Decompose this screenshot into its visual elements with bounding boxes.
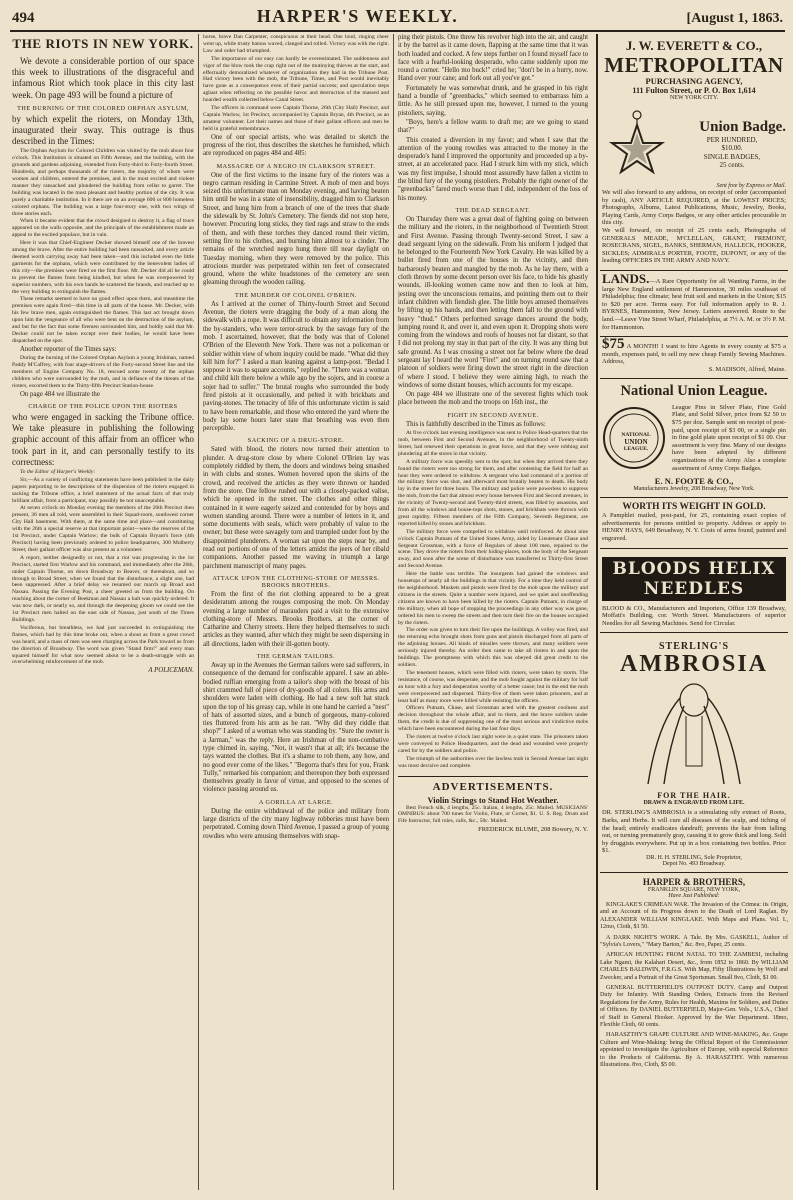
subheading: ATTACK UPON THE CLOTHING-STORE OF MESSRS. BROOKS BROTHERS. (212, 574, 380, 589)
paragraph: who were engaged in sacking the Tribune office. We take pleasure in publishing the following graphic account of this affair from an officer who took part in it, and can personally testify to its correctness: (12, 411, 194, 467)
paragraph: At five o'clock last evening intelligence was sent to Police Head-quarters that the mob, between First and Second Avenues, in the neighborhood of Twenty-ninth Street, had renewed their operations in great force, and that they were robbing and plundering all the stores in that vicinity. (398, 430, 588, 457)
paragraph: The rioters at twelve o'clock last night were in a quiet state. The prisoners taken were conveyed to Police Headquarters, and the dead and wounded were properly cared for by the soldiers and police. (398, 734, 588, 754)
paragraph: Here it was that Chief-Engineer Decker showed himself one of the bravest among the brave. After the entire building had been ransacked, and every article deemed worth carrying away had been taken—and this included even the little garments for the orphans, which were contributed by the benevolent ladies of this city—the premises were fired on the first floor. Mr. Decker did all he could to prevent the flames from being kindled, but when he was overpowered by superior numbers, with his own hands he scattered the brands, and reached up to the very building to extinguish the flames. (12, 240, 194, 295)
ad-address: Manufacturers Jewelry, 208 Broadway, New York. (633, 486, 755, 493)
paragraph: One of the first victims to the insane fury of the rioters was a negro carman residing in Carmine Street. A mob of men and boys seized this unfortunate man on Monday evening, and having beaten him until he was in a state of insensibility, dragged him to Clarkson Street, and hung him from a branch of one of the trees that shade the sidewalk by St. John's Cemetery. The fiends did not stop here, however. Procuring long sticks, they tied rags and straw to the ends of them, and with these torches they danced round their victim, setting fire to his clothes, and burning him almost to a cinder. The remains of the wretched negro hung there till near daylight on Tuesday morning, when they were removed by the police. This atrocious murder was perpetrated within ten feet of consecrated ground, where the white headstones of the cemetery are seen gleaming through the wooden railing. (203, 171, 389, 287)
paragraph: The importance of our easy can hardly be overestimated. The suddenness and vigor of the blow took the crap right out of the mutinying thieves at the start, and effectually demoralized whatever of organization they had in the Tribune Post. Had victory been with the mob, the Tribune, Times, and Post would inevitably have gone as a consequence even of their partial success; and speculation steps aghast when reflecting on the possible havoc and destruction of the massed and hoarded wealth collected below Canal Street. (203, 55, 389, 104)
column-rule (393, 34, 394, 1190)
ad-text: We will also forward to any address, on receipt of order (accompanied by cash), ANY ARTICLE REQUIRED, at the LOWEST PRICES; Photographs, Albums, Latest Publications, Music, Jewelry, Books, Playing Cards, Army Corps Badges, or any other articles procurable in this city. (602, 189, 786, 227)
ad-caption: DRAWN & ENGRAVED FROM LIFE. (643, 800, 745, 807)
paragraph: A report, neither designedly or not, that a riot was progressing in the 1st Precinct, started first Warlow and his command, and immediately after the 26th, under Captain Thorne, on down Broadway to Beaver, or thereabout, and so through to Broad Street, when we found that the disturbance, a slight one, had been suppressed. After a brief delay we resumed our march up Broad and Nassau. Passing the Evening Post, a cheer greeted us from the building. On reaching about the corner of Beekman and Nassau a halt was quickly ordered. It was now dark, or nearly so, and through the deepening gloom we could see the 1st Precinct men halted on the east side of Nassau, just south of the Times Buildings. (12, 554, 194, 623)
column-rule (596, 34, 598, 1190)
ad-city: NEW YORK CITY. (669, 95, 719, 101)
subheading: SACKING OF A DRUG-STORE. (247, 437, 345, 445)
column-ads (600, 34, 788, 1194)
paragraph: This created a diversion in my favor; and when I saw that the attention of the young rowdies was attracted to the money in the desperado's hand I improved the opportunity and proceeded up a by-street, at an accelerated pace. Had I struck him with my stick, which was my first impulse, I should most assuredly have fallen a victim to the blind fury of the young pistoliers. Probably the right owner of the "greenbacks" fared much worse than I did, independent of the loss of his money. (398, 136, 588, 202)
paragraph: ping their pistols. One threw his revolver high into the air, and caught it by the barrel as it came down, flapping at the same time that it was both loaded and cocked. A few steps further on I found myself face to face with a fearful-looking desperado, who came suddenly upon me round a corner. "Hello mo buck!" cried he; "don't be in a hurry, now. Hand over your cane; and fork out all you've got." (398, 34, 588, 83)
ad-address: 111 Fulton Street, or P. O. Box 1,614 (632, 86, 756, 95)
paragraph: During the burning of the Colored Orphan Asylum a young Irishman, named Paddy M'Caffrey, with four stage-drivers of the Forty-second Street line and the members of Engine Company No. 18, rescued some twenty of the orphan children who were surrounded by the mob, and in defiance of the threats of the rioters, escorted them to the Thirty-fifth Precinct Station-house. (12, 355, 194, 389)
page-number: 494 (12, 10, 35, 26)
signature: A POLICEMAN. (148, 667, 194, 675)
subheading: THE BURNING OF THE COLORED ORPHAN ASYLUM, (17, 104, 189, 112)
ad-text: DR. STERLING'S AMBROSIA is a stimulating oily extract of Roots, Barks, and Herbs. It will cure all diseases of the scalp, and itching of the head; entirely eradicates dandruff; prevents the hair from falling out, or turning prematurely gray, causing it to grow thick and long. Sold by druggists everywhere. Put up in a box containing two bottles. Price $1. (602, 809, 786, 855)
paragraph: This is faithfully described in the Times as follows: (406, 420, 546, 428)
ad-text: BLOOD & CO., Manufacturers and Importers, Office 139 Broadway, Moffatt's Building, cor. Worth Street. Manufacturers of superior Needles for all Sewing Machines. Send for Circular. (602, 604, 786, 627)
ad-headline: WORTH ITS WEIGHT IN GOLD. (622, 502, 766, 513)
ad-helix-needles (600, 549, 788, 634)
subheading: A GORILLA AT LARGE. (258, 798, 334, 806)
ad-company-name: J. W. EVERETT & CO., (625, 38, 763, 53)
paragraph: The tenement houses, which were filled with rioters, were taken by storm. The resistance, of course, was desperate, and the mob fought against the military for half an hour with a fury and desperation worthy of a better cause; but in the end the mob were overpowered and dispersed. Thirty-five of them were taken prisoners, and at least half as many more were killed while resisting the officers. (398, 669, 588, 704)
paragraph: As I arrived at the corner of Thirty-fourth Street and Second Avenue, the rioters were dragging the body of a man along the sidewalk with a rope. It was difficult to obtain any information from the by-standers, who were terror-struck by the savage fury of the mob. I ascertained, however, that the body was that of Colonel O'Brien of the Eleventh New York. There was not a policeman or soldier within view of whom inquiry could be made. "What did they kill him for?" I asked a man leaning against a lamp-post. "Bedad I suppose it was to square accounts," replied he. "There was a woman and child kilt there below a while ago by the sojers, and in coorse a sojer had to suffer." The brutal roughs who surrounded the body fired pistols at it occasionally, and pelted it with brickbats and paving-stones. The tenacity of life of this unfortunate victim is said to have been remarkable, and those who entered the yard where the body lay some hours later state that breathing was even then perceptible. (203, 300, 389, 433)
seal-text: LEAGUE. (623, 446, 649, 453)
paragraph: During the entire withdrawal of the police and military from large districts of the city many highway robberies must have been perpetrated. Coming down Third Avenue, I passed a group of young rowdies who were amusing themselves with snap- (203, 807, 389, 840)
ad-ambrosia (600, 637, 788, 873)
ad-company-name: HARPER & BROTHERS, (642, 876, 746, 887)
paragraph: When it became evident that the crowd designed to destroy it, a flag of truce appeared on the walls opposite, and the principals of the establishment made an appeal to the excited populace, but in vain. (12, 218, 194, 239)
ad-signature: DR. H. H. STERLING, Sole Proprietor, (646, 854, 742, 861)
paragraph: by which expelit the rioters, on Monday 13th, inaugurated their sway. This outrage is thus described in the Times: (12, 113, 194, 147)
ad-title: Violin Strings to Stand Hot Weather. (427, 795, 559, 805)
ad-headline: BLOODS HELIX NEEDLES (602, 557, 786, 601)
seal-text: NATIONAL (621, 432, 651, 439)
long-hair-illustration-icon (634, 676, 754, 786)
paragraph: The military force were compelled to withdraw until reinforced. At about nine o'clock Captain Putnam of the United States Army, aided by Lieutenant Chase and Sergeant Grossman, with a force of Regulars of about 100 men, repaired to the scene. They drove the rioters from their hiding-places, took the body of the Sergeant away, and soon after the scene of disturbance was transferred to Thirty-first Street and Second Avenue. (398, 528, 588, 570)
ad-everett (600, 34, 788, 271)
badge-title: Union Badge. (699, 118, 786, 135)
paragraph: On page 484 we illustrate the (20, 390, 100, 398)
ad-agents (600, 337, 788, 379)
ad-text: Best French silk, 4 lengths, 25c. Italian, 4 lengths, 25c. Mailed. MUSICIANS' OMNIBUS: about 700 tunes for Violin, Flute, or Cornet, $1. U. S. Reg. Drum and Fife Instructor, full rules, calls, &c., 50c. Mailed. (398, 804, 588, 825)
issue-date: [August 1, 1863. (686, 11, 783, 26)
ad-text: A Pamphlet mailed, post-paid, for 25, containing exact copies of advertisements for persons entitled to property. Address or apply to HENRY HAYS, 649 Broadway, N. Y. Costs of arms found, painted and engraved. (602, 512, 786, 542)
paragraph: These remarks seemed to have no good effect upon them, and meantime the premises were again fired—this time in all parts of the house. Mr. Decker, with his few brave men, again extinguished the flames. This last act brought down upon him the vengeance of all who were bent on the destruction of the asylum, and but for the fact that some firemen surrounded him, and boldly said that Mr. Decker could not be taken except over their bodies, he would have been dispatched on the spot. (12, 296, 194, 344)
ad-signature: FREDERICK BLUME, 208 Bowery, N. Y. (478, 826, 588, 834)
ad-price: $75 (602, 336, 625, 353)
ad-subline: PURCHASING AGENCY, (645, 76, 743, 86)
paragraph: Fortunately he was somewhat drunk, and he grasped in his right hand a bundle of "greenbacks," which seemed to embarrass him a little. As he still pressed upon me, however, I turned to the young pistoliers, saying, (398, 84, 588, 117)
paragraph: On page 484 we illustrate one of the severest fights which took place between the mob and the troops on 16th inst., the (398, 391, 588, 407)
ad-union-league (600, 379, 788, 498)
ad-address: FRANKLIN SQUARE, NEW YORK, (647, 886, 741, 893)
paragraph: One of our special artists, who was detailed to sketch the progress of the riot, thus describes the sketches he furnished, which are reproduced on pages 484 and 485: (203, 133, 389, 158)
column-rule (198, 34, 199, 1190)
ad-note: Sent free by Express or Mail. (716, 183, 786, 189)
ad-subheadline: FOR THE HAIR. (657, 791, 731, 801)
ad-headline: LANDS. (602, 270, 650, 286)
paragraph: On Thursday there was a great deal of fighting going on between the military and the rioters, in the neighborhood of Twentieth Street and First Avenue. Passing through Twenty-second Street, I saw a dead sergeant lying on the sidewalk. From his uniform I judged that he belonged to the Fourteenth New York Cavalry. He was killed by a bullet fired from one of the houses in the vicinity, and then barbarously beaten and mangled by the mob. As he lay there, with a cloth thrown by some decent person over his face, to hide his ghastly wounds, ill-looking women came now and then to look at him, jesting over the unconscious remains, and pointing them out to their infant children with fiendish glee. The little boys amused themselves by lifting up his hands, and then letting them fall to the ground with heavy "thud." Others performed savage dances around the body, jumping round it, and over it, and even upon it. Dropping shots were coming from the windows and roofs of houses not far distant, so that I did not prolong my stay in that part of the city. It was any thing but safe ground. As I was crossing a street not far below where the dead sergeant lay I heard the word "Fire!" and on turning round saw that a platoon of soldiers were firing down the street right in the direction of where I stood. I believe they were aiming high, to reach the windows of some distant houses, which accounts for my escape. (398, 215, 588, 389)
advertisements-heading: ADVERTISEMENTS. (398, 776, 588, 793)
book-listing: HARASZTHY'S GRAPE CULTURE AND WINE-MAKING, &c. Grape Culture and Wine-Making: being the Official Report of the Commissioner appointed to investigate the Agriculture of Europe, with especial Reference to the Products of California. By A. HARASZTHY. With numerous Illustrations. 8vo, Cloth, $5 00. (600, 1032, 788, 1069)
league-block (602, 404, 786, 472)
badge-block (602, 105, 786, 183)
ad-text: League Pins in Silver Plate, Fine Gold Plate, and Solid Silver, price from $2 50 to $75 per doz. Sample sent on receipt of post-paid, upon receipt of $3 00, or a single pin in fine gold plate upon receipt of $1 00. Our assortment is very fine. Many of our designs have been adopted by different organizations of the Army. Also a complete assortment of Army Corps Badges. (672, 403, 786, 472)
book-listing: KINGLAKE'S CRIMEAN WAR. The Invasion of the Crimea: its Origin, and an Account of its Progress down to the Death of Lord Raglan. By ALEXANDER WILLIAM KINGLAKE. With Maps and Plans. Vol. I., 12mo, Cloth, $1 50. (600, 901, 788, 931)
paragraph: The Orphan Asylum for Colored Children was visited by the mob about four o'clock. This Institution is situated on Fifth Avenue, and the building, with the grounds and gardens adjoining, extended from Forty-third to Forty-fourth Street. Hundreds, and perhaps thousands of the rioters, the majority of whom were women and children, entered the premises, and in the most excited and violent manner they ransacked and plundered the building from cellar to garret. The building was located in the most pleasant and healthy portion of the city. It was purely a charitable institution. In it there are on an average 600 or 800 homeless colored orphans. The building was a large four-story one, with two wings of three stories each. (12, 148, 194, 217)
subheading: THE MURDER OF COLONEL O'BRIEN. (235, 291, 357, 299)
subheading: CHARGE OF THE POLICE UPON THE RIOTERS (28, 402, 178, 410)
price-label: PER HUNDRED, (706, 135, 758, 144)
header-rule (10, 30, 785, 32)
ad-text: We will forward, on receipt of 25 cents each, Photographs of GENERALS MEADE, M'CLELLAN, GRANT, FREMONT, ROSECRANS, SIGEL, BANKS, SHERMAN, HALLECK, HOOKER, SICKLES; ADMIRALS PORTER, FOOTE, DUPONT, or any of the leading OFFICERS IN THE ARMY AND NAVY. (602, 226, 786, 265)
subheading: MASSACRE OF A NEGRO IN CLARKSON STREET. (216, 162, 376, 170)
ad-lands (600, 271, 788, 337)
paragraph: The officers in command were Captain Thorne, 26th (City Hall) Precinct, and Captain Warlow, 1st Precinct, accompanied by Captain Bryan, 4th Precinct, as an amateur volunteer. Let their names and those of their gallant officers and men be held in grateful remembrance. (203, 105, 389, 132)
book-listing: AFRICAN HUNTING FROM NATAL TO THE ZAMBESI, including Lake Ngami, the Kalahari Desert, &c., from 1852 to 1860. By WILLIAM CHARLES BALDWIN, F.R.G.S. With Map, Fifty Illustrations by Wolf and Zwecker, and a Portrait of the Great Sportsman. Small 8vo, Cloth, $1 00. (600, 952, 788, 981)
ad-subline: Have Just Published: (668, 892, 720, 899)
book-listing: GENERAL BUTTERFIELD'S OUTPOST DUTY. Camp and Outpost Duty for Infantry. With Standing Orders, Extracts from the Revised Regulations for the Army, Rules for Health, Maxims for Soldiers, and Duties of Officers. By DANIEL BUTTERFIELD, Major-Gen. Vols., U.S.A., Chief of Staff to General Hooker. Approved by the War Department. 18mo, Flexible Cloth, 60 cents. (600, 985, 788, 1029)
book-listing: A DARK NIGHT'S WORK. A Tale. By Mrs. GASKELL, Author of "Sylvia's Lovers," "Mary Barton," &c. 8vo, Paper, 25 cents. (600, 934, 788, 948)
ad-headline: AMBROSIA (619, 651, 768, 678)
column-3 (398, 34, 588, 1194)
paragraph: Officers Putnam, Chase, and Grossman acted with the greatest coolness and decision throughout the whole affair, and to them, and the brave soldiers under them, the credit is due of suppressing one of the most serious and vindictive mobs which have been encountered during the last four days. (398, 705, 588, 733)
paragraph: From the first of the riot clothing appeared to be a great desideratum among the rouges composing the mob. On Monday evening a large number of marauders paid a visit to the extensive clothing-store of Messrs. Brooks Brothers, at the corner of Catharine and Cherry streets. Here they helped themselves to such articles as they wanted, after which they might be seen dispersing in all directions, laden with their ill-gotten booty. (203, 590, 389, 648)
masthead (12, 6, 783, 26)
paragraph: horse, brave Dan Carpenter, conspicuous at their head. One loud, ringing cheer went up, while trusty batons waved, clanged and rolled. Victory was with the right. Law and order had triumphed. (203, 34, 389, 54)
paragraph: "Boys, here's a fellow wants to draft me; are we going to stand that?" (398, 118, 588, 135)
article-intro: We devote a considerable portion of our space this week to illustrations of the disgraceful and infamous Riot which took place in this city last week. On page 493 will be found a picture of (12, 56, 194, 100)
letter-salutation: To the Editor of Harper's Weekly: (20, 468, 96, 475)
price-label: SINGLE BADGES, (703, 152, 761, 161)
seal-text: UNION (624, 438, 648, 447)
star-badge-icon (602, 105, 672, 183)
paragraph: At seven o'clock on Monday evening the members of the 26th Precinct then present, 36 men all told, were assembled in their Squad-room, southwest corner City Hall basement. With them, at the same time and place—and constituting with the 26th a special reserve at that important point—were the reserves of the 1st Precinct, under Captain Warlow; the bulk of Captain Bryant's force (4th Precinct) having been previously ordered to police headquarters, 300 Mulberry Street; their gallant officer was also present as a volunteer. (12, 505, 194, 553)
ad-address: Depot No. 493 Broadway. (662, 860, 726, 867)
paragraph: Vociferous, but breathless, we had just succeeded in extinguishing the flames, which had by this time broke out, when a shout as from a great crowd was heard, and a mass of men was seen charging across the Park toward us from the direction of Broadway. The word was given "Stand firm!" and every man squared himself for what now seemed about to be a death-struggle with an overwhelming reinforcement of the mob. (12, 624, 194, 666)
ad-brand: STERLING'S (658, 641, 730, 653)
subheading: FIGHT IN SECOND AVENUE. (447, 411, 539, 419)
paragraph: A military force was speedily sent to the spot; but when they arrived there they found the rioters were too strong for them, and after contesting the field for half an hour they were ordered to withdraw. A sergeant who had command of a portion of the military force was shot, and afterward most brutally beaten to death. His body lay in the street for three hours. The military and police were powerless to suppress the mob, from the fact that almost every house between First and Second avenues, in the vicinity of Twenty-second and Twenty-third streets, was filled by assassins, and from all the windows and house-tops shots, stones, and brickbats were thrown with great rapidity. Fifteen members of the Fifth Company, Seventh Regiment, are reported killed by stones and brickbats. (398, 458, 588, 527)
ad-headline: METROPOLITAN (604, 53, 784, 77)
ad-signature: E. N. FOOTE & CO., (654, 476, 734, 487)
price-value: $10.00. (721, 144, 743, 152)
subheading: THE DEAD SERGEANT. (455, 206, 531, 214)
price-value: 25 cents. (719, 161, 745, 169)
ad-headline: National Union League. (620, 382, 768, 399)
paragraph: Away up in the Avenues the German tailors were sad sufferers, in consequence of the demand for confiscable apparel. I saw an able-bodied ruffian emerging from a tailor's shop with the breast of his shirt crammed full of piece of dry-goods of all colors. His arms and shoulders were laden with clothing. He had a new soft hat stuck upon the top of his greasy cap, while in one hand he carried a "nest" of hats of assorted sizes, and a bunch of gorgeous, many-colored ties fluttered from his arm as he ran. "Why did they riddle that shop?" I asked of a woman who was standing by. "Sure the owner is a Jarman," was the reply. Here an Irishman of the non-combative type chimed in, saying, "Not, it wasn't that at all; it's because the tays wanted the clothes. But it's a shame to rob them, any how, and no good ever come of the likes." "Begorra that's thru for you, Frank Tully," remarked his companion; and thereupon they both expressed themselves greatly in favor of virtue, and opposed to the scenes of violence passing around us. (203, 662, 389, 794)
paragraph: Another reporter of the Times says: (20, 345, 117, 353)
ad-harper-brothers (600, 873, 788, 1070)
paragraph: The order was given to turn their fire upon the buildings. A volley was fired, and the returning echo brought shots from guns and pistols discharged from all parts of the adjoining houses. All kinds of missiles were thrown, and many soldiers were seriously injured thereby. An order then came to take all rioters in and upon the buildings. The promptness with which this was obeyed did great credit to the soldiers. (398, 627, 588, 668)
ad-text: A MONTH! I want to hire Agents in every county at $75 a month, expenses paid, to sell my new cheap Family Sewing Machines. Address, (602, 343, 787, 366)
ad-signature: S. MADISON, Alfred, Maine. (708, 365, 786, 373)
paragraph: Sir,—As a variety of conflicting statements have been published in the daily papers purporting to be descriptions of the dispersion of the rioters engaged in sacking the Tribune office, a brief statement of the actual facts of that truly brilliant affair, from a participant, may possibly be not unacceptable. (12, 476, 194, 504)
subheading: THE GERMAN TAILORS. (256, 653, 336, 661)
union-league-seal-icon (602, 406, 666, 470)
publication-title: HARPER'S WEEKLY. (256, 6, 459, 26)
paragraph: The triumph of the authorities over the lawless mob in Second Avenue last night was most decisive and complete. (398, 755, 588, 769)
ad-text: —A Rare Opportunity for all Wanting Farms, in the large New England settlement of Hammonton, 30 miles southeast of Philadelphia; fine climate; best fruit soil and markets in the Union; $15 to $20 per acre. Terms easy. For full information apply to R. J. BYRNES, Hammonton, New Jersey. Letters answered. Route to the land.—Leave Vine Street Wharf, Philadelphia, at 7½ A. M. or 3½ P. M. for Hammonton. (602, 277, 786, 331)
column-2 (203, 34, 389, 1194)
column-1 (12, 34, 194, 1194)
paragraph: Here the battle was terrible. The insurgents had gained the windows and housetops of nearly all the buildings in that vicinity. For a time they held control of the neighborhood. Muskets and pistols were fired by the mob upon the military and citizens in the streets. Quite a number were injured, and we quiet and unoffending citizens are known to have been killed by the rioters. Captain Putnam, in charge of the military, when all hope of stopping the proceedings in any other way was gone, ordered his men to sweep the streets and then turn their fire on the houses occupied by the rioters. (398, 571, 588, 626)
paragraph: Sated with blood, the rioters now turned their attention to plunder. A drug-store close by where Colonel O'Brien lay was completely riddled by them, the doors and windows being smashed in with clubs and stones. Women hovered upon the skirts of the crowd, and received the articles as they were thrown or handed from the store. One fellow rushed out with a closely-packed valise, which he opened in the street. The clothes and other things contained in it were eagerly seized and contended for by boys and women standing around. There were a number of letters in it, and some documents with seals, which were probably of value to the owner; but these were savagely torn and trampled under foot by the disappointed plunderers. A woman sat upon the steps near by, and read out portions of one of the letters amidst the jeers of her ribald companions. Another passed me waving in triumph a large parchment manuscript of many pages. (203, 446, 389, 570)
article-heading: THE RIOTS IN NEW YORK. (12, 36, 194, 51)
ad-worth (600, 498, 788, 548)
